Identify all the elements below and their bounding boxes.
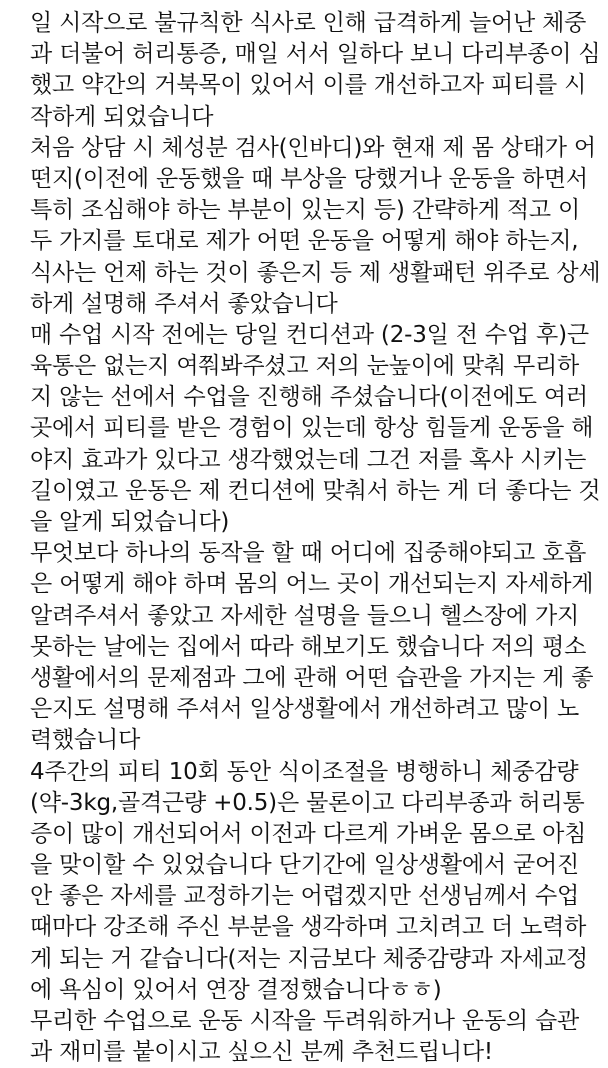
review-line: 력했습니다 xyxy=(30,727,141,754)
review-line: 은 어떻게 해야 하며 몸의 어느 곳이 개선되는지 자세하게 xyxy=(30,571,594,598)
review-line: 무리한 수업으로 운동 시작을 두려워하거나 운동의 습관 xyxy=(30,1008,580,1034)
review-line: 매 수업 시작 전에는 당일 컨디션과 (2-3일 전 수업 후)근 xyxy=(30,321,589,348)
review-line: (약-3kg,골격근량 +0.5)은 물론이고 다리부종과 허리통 xyxy=(30,789,585,816)
review-line: 육통은 없는지 여쭤봐주셨고 저의 눈높이에 맞춰 무리하 xyxy=(30,353,580,380)
review-line: 특히 조심해야 하는 부분이 있는지 등) 간략하게 적고 이 xyxy=(30,197,581,224)
review-line: 과 더불어 허리통증, 매일 서서 일하다 보니 다리부종이 심 xyxy=(30,41,601,68)
review-line: 게 되는 거 같습니다(저는 지금보다 체중감량과 자세교정 xyxy=(30,945,588,972)
review-line: 과 재미를 붙이시고 싶으신 분께 추천드립니다! xyxy=(30,1039,493,1066)
review-line: 못하는 날에는 집에서 따라 해보기도 했습니다 저의 평소 xyxy=(30,633,587,660)
review-line: 하게 설명해 주셔서 좋았습니다 xyxy=(30,290,338,317)
review-line: 은지도 설명해 주셔서 일상생활에서 개선하려고 많이 노 xyxy=(30,696,580,723)
review-line: 떤지(이전에 운동했을 때 부상을 당했거나 운동을 하면서 xyxy=(30,165,588,192)
review-line: 알려주셔서 좋았고 자세한 설명을 들으니 헬스장에 가지 xyxy=(30,602,580,629)
review-line: 곳에서 피티를 받은 경험이 있는데 항상 힘들게 운동을 해 xyxy=(30,415,594,442)
review-line: 두 가지를 토대로 제가 어떤 운동을 어떻게 해야 하는지, xyxy=(30,228,579,255)
review-line: 무엇보다 하나의 동작을 할 때 어디에 집중해야되고 호흡 xyxy=(30,540,587,567)
review-line: 처음 상담 시 체성분 검사(인바디)와 현재 제 몸 상태가 어 xyxy=(30,134,596,161)
review-line: 지 않는 선에서 수업을 진행해 주셨습니다(이전에도 여러 xyxy=(30,384,588,411)
review-line: 4주간의 피티 10회 동안 식이조절을 병행하니 체중감량 xyxy=(30,758,579,785)
review-line: 에 욕심이 있어서 연장 결정했습니다ㅎㅎ) xyxy=(30,976,442,1003)
review-line: 일 시작으로 불규칙한 식사로 인해 급격하게 늘어난 체중 xyxy=(30,10,587,36)
review-line: 식사는 언제 하는 것이 좋은지 등 제 생활패턴 위주로 상세 xyxy=(30,259,601,286)
review-line: 안 좋은 자세를 교정하기는 어렵겠지만 선생님께서 수업 xyxy=(30,883,580,910)
review-text-block xyxy=(30,8,601,1068)
review-line: 증이 많이 개선되어서 이전과 다르게 가벼운 몸으로 아침 xyxy=(30,820,587,847)
review-line: 길이였고 운동은 제 컨디션에 맞춰서 하는 게 더 좋다는 것 xyxy=(30,477,601,504)
review-line: 작하게 되었습니다 xyxy=(30,103,214,130)
review-line: 했고 약간의 거북목이 있어서 이를 개선하고자 피티를 시 xyxy=(30,72,587,99)
review-line: 생활에서의 문제점과 그에 관해 어떤 습관을 가지는 게 좋 xyxy=(30,664,594,691)
review-line: 을 맞이할 수 있었습니다 단기간에 일상생활에서 굳어진 xyxy=(30,852,580,879)
review-line: 때마다 강조해 주신 부분을 생각하며 고치려고 더 노력하 xyxy=(30,914,587,941)
review-line: 을 알게 되었습니다) xyxy=(30,509,230,535)
review-line: 야지 효과가 있다고 생각했었는데 그건 저를 혹사 시키는 xyxy=(30,446,587,473)
